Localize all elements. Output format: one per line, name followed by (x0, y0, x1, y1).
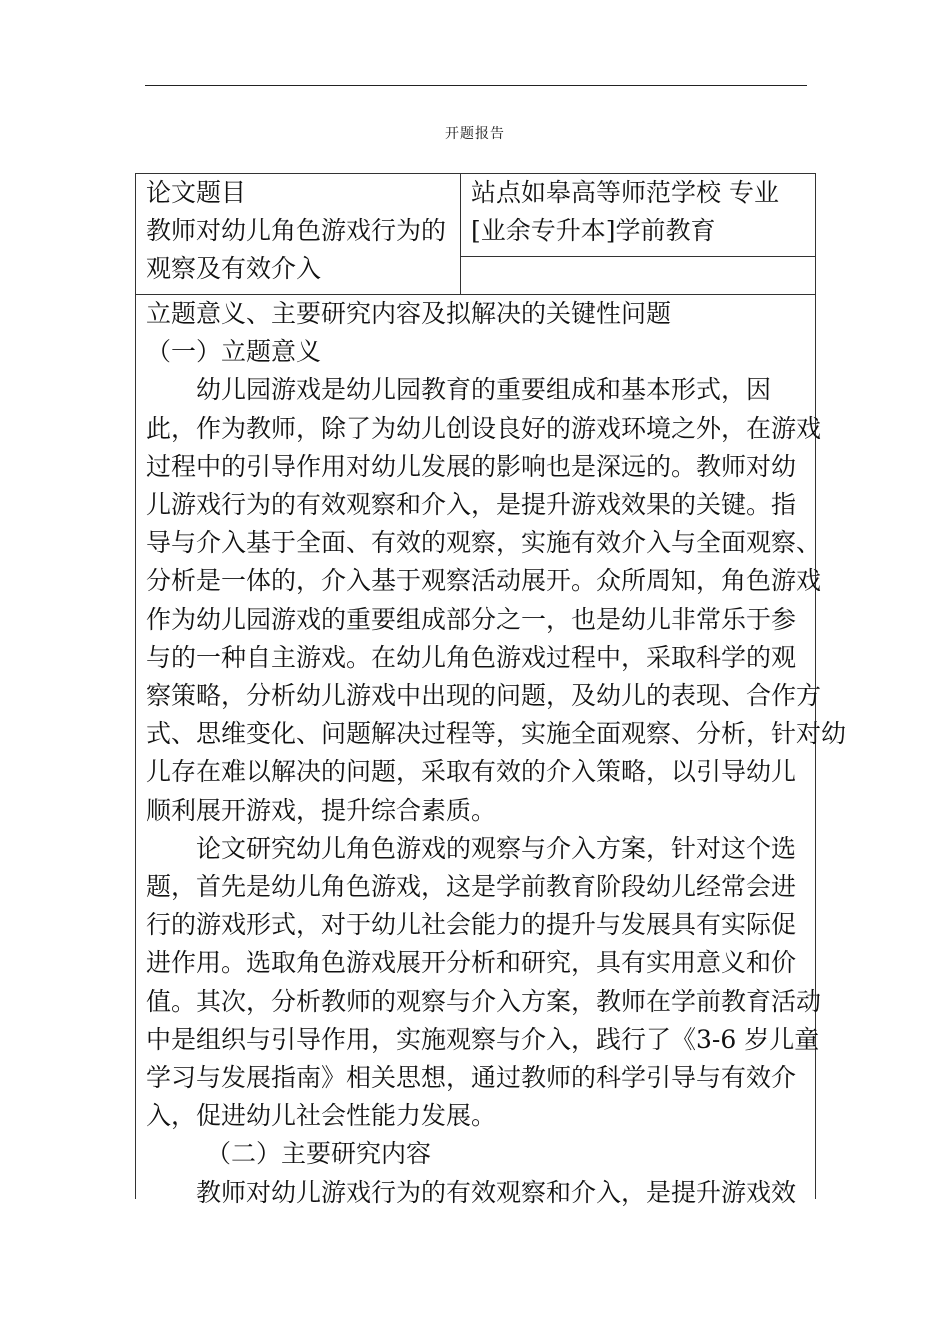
site-major-line-1: 站点如皋高等师范学校 专业 (471, 178, 779, 207)
para2-line: 论文研究幼儿角色游戏的观察与介入方案，针对这个选 (196, 833, 797, 863)
para1-line: 儿存在难以解决的问题，采取有效的介入策略，以引导幼儿 (146, 757, 797, 787)
para1-line: 作为幼儿园游戏的重要组成部分之一，也是幼儿非常乐于参 (146, 604, 797, 634)
para2-line: 入，促进幼儿社会性能力发展。 (146, 1101, 497, 1131)
empty-cell (460, 256, 816, 295)
thesis-title-label: 论文题目 (146, 178, 247, 207)
main-content-cell (135, 294, 847, 1207)
section-heading-2: （二）主要研究内容 (206, 1139, 432, 1169)
site-major-cell (460, 173, 816, 257)
para1-line: 此，作为教师，除了为幼儿创设良好的游戏环境之外，在游戏 (146, 413, 822, 443)
para1-line: 导与介入基于全面、有效的观察，实施有效介入与全面观察、 (146, 528, 822, 558)
para1-line: 过程中的引导作用对幼儿发展的影响也是深远的。教师对幼 (146, 451, 797, 481)
para2-line: 进作用。选取角色游戏展开分析和研究，具有实用意义和价 (146, 948, 797, 978)
section-heading-1: （一）立题意义 (146, 337, 322, 367)
para1-line: 分析是一体的，介入基于观察活动展开。众所周知，角色游戏 (146, 566, 822, 596)
para2-line: 题，首先是幼儿角色游戏，这是学前教育阶段幼儿经常会进 (146, 872, 797, 902)
para1-line: 式、思维变化、问题解决过程等，实施全面观察、分析，针对幼 (146, 719, 847, 749)
thesis-title-cell (135, 173, 461, 295)
para2-line: 中是组织与引导作用，实施观察与介入，践行了《3-6 岁儿童 (146, 1024, 820, 1054)
para2-line: 行的游戏形式，对于幼儿社会能力的提升与发展具有实际促 (146, 910, 797, 940)
para2-line: 值。其次，分析教师的观察与介入方案，教师在学前教育活动 (146, 986, 822, 1016)
para3-line: 教师对幼儿游戏行为的有效观察和介入，是提升游戏效 (196, 1177, 797, 1207)
main-heading: 立题意义、主要研究内容及拟解决的关键性问题 (146, 299, 672, 328)
thesis-title-line-1: 教师对幼儿角色游戏行为的 (146, 216, 447, 245)
para2-line: 学习与发展指南》相关思想，通过教师的科学引导与有效介 (146, 1063, 797, 1093)
para1-line: 与的一种自主游戏。在幼儿角色游戏过程中，采取科学的观 (146, 642, 797, 672)
header-rule (145, 85, 807, 86)
para1-line: 察策略，分析幼儿游戏中出现的问题，及幼儿的表现、合作方 (146, 681, 822, 711)
page-header-title: 开题报告 (445, 126, 505, 142)
site-major-line-2: [业余专升本]学前教育 (471, 216, 716, 245)
para1-line: 顺利展开游戏，提升综合素质。 (146, 795, 497, 825)
thesis-title-line-2: 观察及有效介入 (146, 254, 322, 283)
para1-line: 儿游戏行为的有效观察和介入，是提升游戏效果的关键。指 (146, 490, 797, 520)
para1-line: 幼儿园游戏是幼儿园教育的重要组成和基本形式，因 (196, 375, 772, 405)
